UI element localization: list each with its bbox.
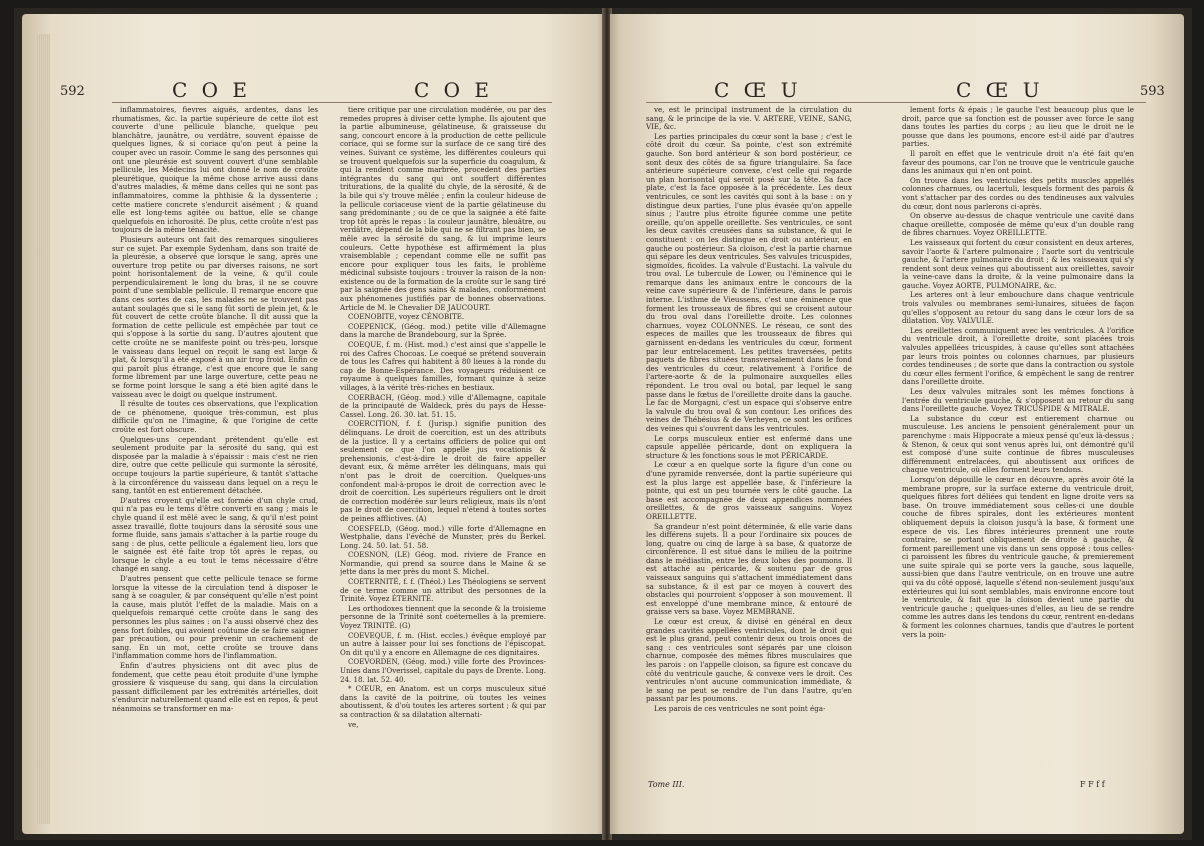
paragraph: D'autres pensent que cette pellicule tenace se forme lorsque la vitesse de la circulation tend à disposer le sang à se coaguler, & par conséquent qu'elle n'est point la cause, mais plutôt l'effet de la maladie. Mais on a quelquefois remarqué cette croûte dans le sang des personnes les plus saines : on l'a aussi observé chez des gens fort foibles, qui avoient coûtume de se faire saigner par précaution, ou pour prévenir un crachement de sang. En un mot, cette croûte se trouve dans l'inflammation comme hors de l'inflammation. xyxy=(112,574,318,661)
paragraph: Le corps musculeux entier est enfermé dans une capsule appellée péricarde, dont on expliquera la structure & les fonctions sous le mot PÉRICARDE. xyxy=(646,433,852,460)
paragraph: La substance du cœur est entierement charnue ou musculeuse. Les anciens le pensoient généralement pour un parenchyme : mais Hippocrate a mieux pensé qu'eux là-dessus ; & Stenon, & ceux qui sont venus après lui, ont démontré qu'il est composé d'une suite continue de fibres musculeuses différemment entrelacées, qui aboutissent aux orifices de chaque ventricule, où elles forment leurs tendons. xyxy=(902,413,1134,475)
paragraph: inflammatoires, fievres aiguës, ardentes, dans les rhumatismes, &c. la partie supérieure de cette ilot est couverte d'une pellicule blanche, quelque peu blanchâtre, jaunâtre, ou verdâtre, souvent épaisse de quelques lignes, & si coriace qu'on peut à peine la couper avec un rasoir. Comme le sang des personnes qui ont une pleurésie est souvent couvert d'une semblable pellicule, les Médecins lui ont donné le nom de croûte pleurétique, quoique la même chose arrive aussi dans d'autres maladies, & même dans celles qui ne sont pas inflammatoires, comme la phthisie & la dyssenterie ; cette matiere concrete s'endurcit aisément ; & quand elle est long-tems agitée ou battue, elle se change quelquefois en ichorosité. De plus, cette croûte n'est pas toujours de la même ténacité. xyxy=(112,106,318,235)
paragraph: COETERNITÉ, f. f. (Théol.) Les Théologiens se servent de ce terme comme un attribut des personnes de la Trinité. Voyez ÉTERNITÉ. xyxy=(340,577,546,604)
paragraph: On trouve dans les ventricules des petits muscles appellés colonnes charnues, ou lacertuli, lesquels forment des parois & vont s'attacher par des cordes ou des tendineuses aux valvules du cœur, dont nous parlerons ci-après. xyxy=(902,175,1134,211)
text-column-1 xyxy=(112,106,318,806)
page-number: 593 xyxy=(1140,84,1165,99)
paragraph: Il résulte de toutes ces observations, que l'explication de ce phénomene, quoique très-commun, est plus difficile qu'on ne l'imagine, & que l'origine de cette croûte est fort obscure. xyxy=(112,399,318,434)
paragraph: COEVORDEN, (Géog. mod.) ville forte des Provinces-Unies dans l'Overissel, capitale du pays de Drente. Long. 24. 18. lat. 52. 40. xyxy=(340,657,546,684)
paragraph: Lorsqu'on dépouille le cœur en découvre, après avoir ôté la membrane propre, sur la surface externe du ventricule droit, quelques fibres fort déliées qui tendent en ligne droite vers sa base. On trouve immédiatement sous celles-ci une double couche de fibres spirales, dont les extérieures montent obliquement depuis la cloison jusqu'à la base, & forment une espece de vis. Les fibres intérieures prennent une route contraire, se portant obliquement de droite à gauche, & forment pareillement une vis dans un sens opposé : tous celles-ci paroissent les fibres du ventricule gauche, & premierement une suite spirale qui se porte vers la gauche, sous laquelle, aussi-bien que dans l'autre ventricule, on en trouve une autre qui va du côté opposé, laquelle s'étend non-seulement jusqu'aux extérieures qui lui sont semblables, mais environne encore tout le ventricule, & fait que la cloison devient une partie du ventricule gauche ; quelques-unes d'elles, au lieu de se rendre comme les autres dans les tendons du cœur, rentrent en-dedans & forment les colonnes charnues, tandis que d'autres le portent vers la poin- xyxy=(902,474,1134,639)
right-page xyxy=(610,14,1184,834)
paragraph: Plusieurs auteurs ont fait des remarques singulieres sur ce sujet. Par exemple Sydenham, dans son traité de la pleurésie, a observé que lorsque le sang, après une ouverture trop petite ou par diverses raisons, ne sort point horisontalement de la veine, & qu'il coule perpendiculairement le long du bras, il ne se couvre point d'une semblable pellicule. Il remarque encore que dans ces sortes de cas, les malades ne se trouvent pas autant soulagés que si le sang fût sorti de plein jet, & le fût couvert de cette croûte blanche. Il dit aussi que la formation de cette pellicule est empêchée par tout ce qui s'oppose à la sortie du sang. D'autres ajoutent que cette croûte ne se manifeste point ou très-peu, lorsque le vaisseau dans lequel on reçoit le sang est large & plat, & lorsqu'il a été exposé à un air trop froid. Enfin ce qui paroît plus étrange, c'est que encore que le sang forme librement par une large ouverture, cette peau ne se forme point lorsque le sang a été bien agité dans le vaisseau avec le doigt ou quelque instrument. xyxy=(112,234,318,399)
running-header-right: C O E xyxy=(414,78,494,102)
paragraph: D'autres croyent qu'elle est formée d'un chyle crud, qui n'a pas eu le tems d'être converti en sang ; mais le chyle quand il est mêlé avec le sang, & qu'il n'est point assez travaillé, flotte toujours dans la sérosité sous une forme fluide, sans jamais s'attacher à la partie rouge du sang : de plus, cette pellicule a également lieu, lors que le saignée est été faite trop tôt après le repas, ou lorsque le chyle a eu tout le tems nécessaire d'être changé en sang. xyxy=(112,495,318,574)
volume-footer: Tome III. xyxy=(648,780,685,789)
paragraph: Il paroît en effet que le ventricule droit n'a été fait qu'en faveur des poumons, car l'on ne trouve que le ventricule gauche dans les animaux qui n'en ont point. xyxy=(902,148,1134,176)
paragraph: Sa grandeur n'est point déterminée, & elle varie dans les différens sujets. Il a pour l'ordinaire six pouces de long, quatre ou cinq de large à sa base, & quatorze de circonférence. Il est situé dans le milieu de la poitrine dans le médiastin, entre les deux lobes des poumons. Il est attaché au péricarde, & soutenu par de gros vaisseaux sanguins qui s'attachent immédiatement dans sa substance, & il est par ce moyen à couvert des obstacles qui pourroient s'opposer à son mouvement. Il est enveloppé d'une membrane mince, & entouré de graisse vers sa base. Voyez MEMBRANE. xyxy=(646,521,852,617)
header-rule xyxy=(646,102,1146,103)
paragraph: COERCITION, f. f. (Jurisp.) signifie punition des délinquans. Le droit de coercition, est un des attributs de la justice. Il y a certains officiers de police qui ont seulement ce que l'on appelle jus vocationis & prehensionis, c'est-à-dire le droit de faire appeller devant eux, & même arrêter les délinquans, mais qui n'ont pas le droit de coercition. Quelques-uns confondent mal-à-propos le droit de correction avec le droit de coercition. Les supérieurs réguliers ont le droit de correction modérée sur leurs religieux, mais ils n'ont pas le droit de coercition, lequel n'étend à toutes sortes de peines afflictives. (A) xyxy=(340,419,546,523)
paragraph: lement forts & épais ; le gauche l'est beaucoup plus que le droit, parce que sa fonction est de pousser avec force le sang dans toutes les parties du corps ; au lieu que le droit ne le pousse que dans les poumons, encore est-il aidé par d'autres parties. xyxy=(902,106,1134,149)
paragraph: Les vaisseaux qui fortent du cœur consistent en deux arteres, savoir l'aorte & l'artere pulmonaire ; l'aorte sort du ventricule gauche, & l'artere pulmonaire du droit ; & les vaisseaux qui s'y rendent sont deux veines qui aboutissent aux oreillettes, savoir la veine-cave dans la droite, & la veine pulmonaire dans la gauche. Voyez AORTE, PULMONAIRE, &c. xyxy=(902,237,1134,290)
page-edges xyxy=(36,34,50,824)
paragraph: Enfin d'autres physiciens ont dit avec plus de fondement, que cette peau étoit produite d'une lymphe grossiere & visqueuse du sang, qui dans la circulation passant difficilement par les extrémités artérielles, doit s'endurcir naturellement quand elle est en repos, & peut néanmoins se transformer en ma- xyxy=(112,661,318,713)
paragraph: COESNON, (LE) Géog. mod. riviere de France en Normandie, qui prend sa source dans le Maine & se jette dans la mer près du mont S. Michel. xyxy=(340,550,546,577)
paragraph: Les parois de ces ventricules ne sont point éga- xyxy=(654,703,826,713)
paragraph: COERBACH, (Géog. mod.) ville d'Allemagne, capitale de la principauté de Waldeck, près du pays de Hesse-Cassel. Long. 26. 30. lat. 51. 15. xyxy=(340,392,546,419)
paragraph: COENOBITE, voyez CÉNOBITE. xyxy=(348,312,465,322)
paragraph: ve, xyxy=(348,719,359,729)
header-rule xyxy=(112,102,552,103)
paragraph: COEQUE, f. m. (Hist. mod.) c'est ainsi que s'appelle le roi des Cafres Chocoas. Le coequé se prétend souverain de tous les Cafres qui habitent à 80 lieues à la ronde du cap de Bonne-Espérance. Des voyageurs réduisent ce royaume à quelques familles, formant quinze à seize villages, à la vérité très-riches en bestiaux. xyxy=(340,340,546,392)
running-header-left: C Œ U xyxy=(714,78,802,102)
paragraph: Les oreillettes communiquent avec les ventricules. A l'orifice du ventricule droit, à l'oreillette droite, sont placées trois valvules appellées tricuspides, à cause qu'elles sont attachées par leurs trois pointes ou colonnes charnues, par plusieurs cordes tendineuses ; de sorte que dans la contraction ou systole du cœur elles ferment l'orifice, & empêchent le sang de rentrer dans l'oreillette droite. xyxy=(902,325,1134,387)
page-number: 592 xyxy=(60,84,85,99)
paragraph: COEVEQUE, f. m. (Hist. eccles.) évêque employé par un autre à laisser pour lui ses fonctions de l'épiscopat. On dit qu'il y a encore en Allemagne de ces dignitaires. xyxy=(340,630,546,657)
running-header-right: C Œ U xyxy=(956,78,1044,102)
paragraph: Les deux valvules mitrales sont les mêmes fonctions à l'entrée du ventricule gauche, & s'opposent au retour du sang dans l'oreillette gauche. Voyez TRICUSPIDE & MITRALE. xyxy=(902,387,1134,414)
paragraph: On observe au-dessus de chaque ventricule une cavité dans chaque oreillette, composée de même qu'eux d'un double rang de fibres charnues. Voyez OREILLETTE. xyxy=(902,211,1134,238)
paragraph: Le cœur a en quelque sorte la figure d'un cone ou d'une pyramide renversée, dont la partie supérieure qui est la plus large est appellée base, & l'inférieure la pointe, qui est un peu tournée vers le côté gauche. La base est accompagnée de deux appendices nommées oreillettes, & de gros vaisseaux sanguins. Voyez OREILLETTE. xyxy=(646,460,852,521)
running-header-left: C O E xyxy=(172,78,252,102)
paragraph: ve, est le principal instrument de la circulation du sang, & le principe de la vie. V. ARTERE, VEINE, SANG, VIE, &c. xyxy=(646,106,852,132)
paragraph: Les arteres ont à leur embouchure dans chaque ventricule trois valvules ou membranes semi-lunaires, situées de façon qu'elles s'opposent au retour du sang dans le cœur lors de sa dilatation. Voy. VALVULE. xyxy=(902,290,1134,326)
paragraph: Quelques-uns cependant prétendent qu'elle est seulement produite par la sérosité du sang, qui est disposée par la maladie à s'épaissir : mais c'est ne rien dire, outre que cette pellicule qui surmonte la sérosité, occupe toujours la partie supérieure, & tantôt s'attache à la circonférence du vaisseau dans lequel on a reçu le sang, tantôt en est entierement détachée. xyxy=(112,434,318,496)
text-column-2 xyxy=(340,106,546,806)
paragraph: COESFELD, (Géog. mod.) ville forte d'Allemagne en Westphalie, dans l'évêché de Munster, près du Berkel. Long. 24. 50. lat. 51. 58. xyxy=(340,523,546,550)
book-spread xyxy=(14,8,1192,840)
paragraph: Le cœur est creux, & divisé en général en deux grandes cavités appellées ventricules, dont le droit qui est le plus grand, peut contenir deux ou trois onces de sang : ces ventricules sont séparés par une cloison charnue, composée des mêmes fibres musculaires que les parois : on l'appelle cloison, sa figure est concave du côté du ventricule gauche, & convexe vers le droit. Ces ventricules n'ont aucune communication immédiate, & le sang ne peut se rendre de l'un dans l'autre, qu'en passant par les poumons. xyxy=(646,617,852,704)
text-column-2 xyxy=(902,106,1134,806)
signature-mark: F F f f xyxy=(1080,780,1105,789)
paragraph: tiere critique par une circulation modérée, ou par des remedes propres à diviser cette lymphe. Ils ajoutent que la partie albumineuse, gélatineuse, & graisseuse du sang, concourt encore à la production de cette pellicule coriace, qui se forme sur la surface de ce sang tiré des veines. Suivant ce système, les différentes couleurs qui se trouvent quelquefois sur la superficie du coagulum, & qui la rendent comme marbrée, procedent des parties intégrantes du sang qui ont souffert différentes triturations, de la qualité du chyle, de la sérosité, & de la bile qui s'y trouve mêlée ; enfin la couleur hideuse de la pellicule coriaceuse vient de la partie gélatineuse du sang prédominante ; ou de ce que la saignée a été faite trop tôt après le repas : la couleur jaunâtre, bleuâtre, ou verdâtre, dépend de la bile qui ne se filtrant pas bien, se mêle avec la sérosité du sang, & lui imprime leurs couleurs. Cette hypothèse est affirmément la plus vraisemblable ; cependant comme elle ne suffit pas encore pour expliquer tous les faits, le problème médicinal subsiste toujours : trouver la raison de la non-existence ou de la formation de la croûte sur le sang tiré par la saignée des gens sains & malades, conformément aux phénomenes justifiés par de bonnes observations. Article de M. le Chevalier DE JAUCOURT. xyxy=(340,106,546,312)
paragraph: Les orthodoxes tiennent que la seconde & la troisieme personne de la Trinité sont coéternelles à la premiere. Voyez TRINITÉ. (G) xyxy=(340,603,546,631)
left-page xyxy=(22,14,604,834)
paragraph: * CŒUR, en Anatom. est un corps musculeux situé dans la cavité de la poitrine, où toutes les veines aboutissent, & d'où toutes les arteres sortent ; & qui par sa contraction & sa dilatation alternati- xyxy=(340,684,546,719)
paragraph: Les parties principales du cœur sont la base ; c'est le côté droit du cœur. Sa pointe, c'est son extrémité gauche. Son bord antérieur & son bord postérieur, ce sont deux des côtés de sa figure triangulaire. Sa face antérieure supérieure convexe, c'est celle qui regarde un plan horisontal qui seroit posé sur la tête. Sa face plate, c'est la face opposée à la précédente. Les deux ventricules, ce sont les cavités qui sont à la base : on y distingue deux parties, l'une plus évasée qu'on appelle sinus ; l'autre plus étroite figurée comme une petite oreille, qu'on appelle oreillette. Ses ventricules, ce sont les deux cavités creusées dans sa substance, & qui le constituent : on les distingue en droit ou antérieur, en gauche ou postérieur. Sa cloison, c'est la partie charnue qui sépare les deux ventricules. Ses valvules tricuspides, sigmoïdes, ficoïdes. La valvule d'Eustachi. La valvule du trou oval. Le tubercule de Lower, ou l'éminence qui le remarque dans les animaux entre le concours de la veine cave supérieure & de l'inférieure, dans le parois interne. L'isthme de Vieussens, c'est une éminence que forment les trousseaux de fibres qui se croisent autour du trou oval dans l'oreillette droite. Les colonnes charnues, voyez COLONNES. Le réseau, ce sont des especes de mailles que les trousseaux de fibres qui garnissent en-dedans les ventricules du cœur, forment par leur entrelacement. Les petites traversées, petits paquets de fibres situées transversalement dans le fond des ventricules du cœur, relativement à l'orifice de l'artere-aorte & de la pulmonaire auxquelles elles répondent. Le trou oval ou botal, par lequel le sang passe dans le fœtus de l'oreillette droite dans la gauche. Le fac de Morgagni, c'est un espace qui s'observe entre la valvule du trou oval & son contour. Les orifices des veines de Thébésius & de Verheyen, ce sont les orifices des veines qui s'ouvrent dans les ventricules. xyxy=(646,131,852,433)
paragraph: COEPENICK, (Géog. mod.) petite ville d'Allemagne dans la marche de Brandebourg, sur la Sprée. xyxy=(340,321,546,340)
text-column-1 xyxy=(646,106,852,806)
